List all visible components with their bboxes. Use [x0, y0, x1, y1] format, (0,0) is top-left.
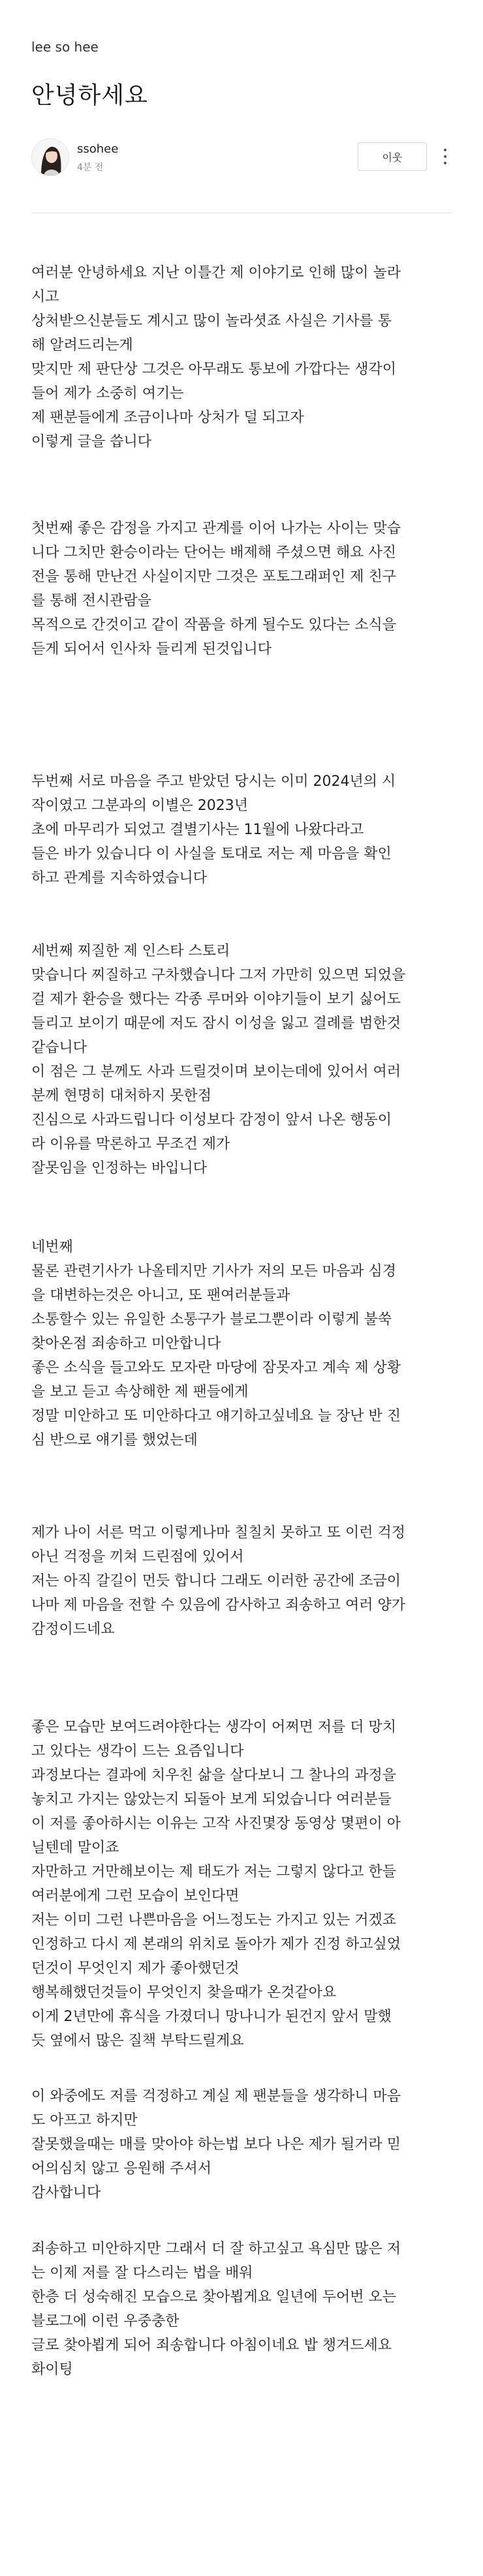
paragraph-line: 여러분에게 그런 모습이 보인다면 [31, 1888, 240, 1904]
paragraph-line: 나마 제 마음을 전할 수 있음에 감사하고 죄송하고 여러 양가 [31, 1597, 405, 1613]
paragraph-line: 초에 마무리가 되었고 결별기사는 11월에 나왔다라고 [31, 822, 364, 838]
author-row [31, 138, 452, 177]
paragraph-line: 제 팬분들에게 조금이나마 상처가 덜 되고자 [31, 410, 304, 426]
paragraph-line: 블로그에 이런 우중충한 [31, 2313, 179, 2329]
paragraph-line: 듣게 되어서 인사차 들리게 된것입니다 [31, 641, 272, 657]
avatar-image-icon [32, 139, 69, 175]
paragraph-line: 심 반으로 얘기를 했었는데 [31, 1432, 198, 1448]
paragraph-line: 정말 미안하고 또 미안하다고 얘기하고싶네요 늘 장난 반 진 [31, 1408, 401, 1424]
paragraph-line: 진심으로 사과드립니다 이성보다 감정이 앞서 나온 행동이 [31, 1112, 392, 1128]
paragraph-line: 니다 그치만 환승이라는 단어는 배제해 주셨으면 해요 사진 [31, 545, 397, 561]
paragraph-line: 어의심치 않고 응원해 주셔서 [31, 2161, 212, 2177]
paragraph-line: 듯 옆에서 많은 질책 부탁드릴게요 [31, 2033, 244, 2049]
add-neighbor-button[interactable]: 이웃 [358, 142, 427, 171]
paragraph-line: 던것이 무엇인지 제가 좋아했던것 [31, 1960, 240, 1977]
paragraph-line: 맞지만 제 판단상 그것은 아무래도 통보에 가깝다는 생각이 [31, 361, 397, 378]
paragraph-line: 세번째 찌질한 제 인스타 스토리 [31, 943, 230, 959]
paragraph [31, 1235, 456, 1452]
paragraph-line: 화이팅 [31, 2361, 73, 2378]
paragraph-line: 소통할수 있는 유일한 소통구가 블로그뿐이라 이렇게 불쑥 [31, 1311, 392, 1328]
paragraph-line: 글로 찾아뵙게 되어 죄송합니다 아침이네요 밥 챙겨드세요 [31, 2337, 392, 2354]
paragraph-line: 놓치고 가지는 않았는지 되돌아 보게 되었습니다 여러분들 [31, 1791, 392, 1808]
paragraph [31, 261, 456, 454]
paragraph-line: 를 통해 전시관람을 [31, 593, 152, 609]
paragraph-line: 라 이유를 막론하고 무조건 제가 [31, 1136, 230, 1152]
paragraph-line: 상처받으신분들도 계시고 많이 놀라셧죠 사실은 기사를 통 [31, 313, 392, 329]
paragraph-line: 맞습니다 찌질하고 구차했습니다 그저 가만히 있으면 되었을 [31, 967, 406, 983]
paragraph-line: 두번째 서로 마음을 주고 받았던 당시는 이미 2024년의 시 [31, 773, 396, 790]
paragraph-line: 는 이제 저를 잘 다스리는 법을 배워 [31, 2265, 253, 2281]
paragraph-line: 들은 바가 있습니다 이 사실을 토대로 저는 제 마음을 확인 [31, 846, 392, 862]
paragraph-line: 이렇게 글을 씁니다 [31, 434, 152, 450]
paragraph-line: 인정하고 다시 제 본래의 위치로 돌아가 제가 진정 하고싶었 [31, 1936, 401, 1953]
paragraph-line: 좋은 모습만 보여드려야한다는 생각이 어쩌면 저를 더 망치 [31, 1719, 397, 1735]
paragraph-line: 들어 제가 소중히 여기는 [31, 385, 184, 402]
paragraph-line: 들리고 보이기 때문에 저도 잠시 이성을 잃고 결례를 범한것 [31, 1015, 401, 1032]
paragraph-line: 저는 이미 그런 나쁜마음을 어느정도는 가지고 있는 거겠죠 [31, 1912, 397, 1928]
post-time: 4분 전 [77, 162, 104, 173]
paragraph-line: 도 아프고 하지만 [31, 2112, 138, 2129]
paragraph-line: 이게 2년만에 휴식을 가졌더니 망나니가 된건지 앞서 말했 [31, 2009, 392, 2025]
paragraph-line: 물론 관련기사가 나올테지만 기사가 저의 모든 마음과 심경 [31, 1263, 397, 1280]
paragraph-line: 첫번째 좋은 감정을 가지고 관계를 이어 나가는 사이는 맞습 [31, 520, 401, 537]
paragraph-line: 목적으로 간것이고 같이 작품을 하게 될수도 있다는 소식을 [31, 617, 397, 633]
paragraph-line: 과정보다는 결과에 치우친 삶을 살다보니 그 찰나의 과정을 [31, 1767, 397, 1784]
paragraph-line: 행복해했던것들이 무엇인지 찾을때가 온것같아요 [31, 1984, 337, 2001]
paragraph [31, 1715, 456, 2053]
paragraph-line: 제가 나이 서른 먹고 이렇게나마 칠칠치 못하고 또 이런 걱정 [31, 1525, 405, 1541]
paragraph-line: 한층 더 성숙해진 모습으로 찾아뵙게요 일년에 두어번 오는 [31, 2289, 397, 2305]
paragraph-line: 이 와중에도 저를 걱정하고 계실 제 팬분들을 생각하니 마음 [31, 2088, 401, 2104]
paragraph-line: 을 대변하는것은 아니고, 또 팬여러분들과 [31, 1287, 290, 1304]
paragraph [31, 939, 456, 1180]
paragraph-line: 걸 제가 환승을 했다는 각종 루머와 이야기들이 보기 싫어도 [31, 991, 401, 1008]
paragraph-line: 저는 아직 갈길이 먼듯 합니다 그래도 이러한 공간에 조금이 [31, 1573, 401, 1589]
paragraph-line: 자만하고 거만해보이는 제 태도가 저는 그렇지 않다고 한들 [31, 1864, 397, 1880]
paragraph-line: 잘못했을때는 매를 맞아야 하는법 보다 나은 제가 될거라 믿 [31, 2136, 401, 2153]
paragraph-line: 이 점은 그 분께도 사과 드릴것이며 보이는데에 있어서 여러 [31, 1064, 401, 1080]
paragraph-line: 감사합니다 [31, 2185, 101, 2201]
paragraph-line: 시고 [31, 289, 59, 305]
paragraph-line: 닐텐데 말이죠 [31, 1840, 119, 1856]
blog-name[interactable]: lee so hee [31, 39, 99, 55]
paragraph [31, 770, 456, 890]
paragraph-line: 같습니다 [31, 1040, 87, 1056]
more-options-icon[interactable] [439, 145, 452, 168]
avatar[interactable] [31, 138, 69, 176]
paragraph-line: 잘못임을 인정하는 바입니다 [31, 1160, 208, 1176]
paragraph-line: 이 저를 좋아하시는 이유는 고작 사진몇장 동영상 몇편이 아 [31, 1816, 401, 1832]
post-title: 안녕하세요 [31, 82, 148, 109]
paragraph-line: 네번째 [31, 1239, 73, 1255]
paragraph-line: 하고 관계를 지속하였습니다 [31, 870, 208, 886]
paragraph [31, 2084, 456, 2205]
paragraph [31, 517, 456, 661]
paragraph [31, 1521, 456, 1641]
paragraph-line: 감정이드네요 [31, 1621, 115, 1638]
paragraph-line: 작이였고 그분과의 이별은 2023년 [31, 798, 248, 814]
paragraph-line: 분께 현명히 대처하지 못한점 [31, 1088, 212, 1104]
paragraph-line: 고 있다는 생각이 드는 요즘입니다 [31, 1743, 244, 1760]
paragraph-line: 좋은 소식을 들고와도 모자란 마당에 잠못자고 계속 제 상황 [31, 1360, 401, 1376]
author-name[interactable]: ssohee [77, 142, 119, 156]
paragraph [31, 2237, 456, 2382]
paragraph-line: 을 보고 듣고 속상해한 제 팬들에게 [31, 1384, 249, 1400]
paragraph-line: 여러분 안녕하세요 지난 이틀간 제 이야기로 인해 많이 놀라 [31, 265, 401, 281]
paragraph-line: 전을 통해 만난건 사실이지만 그것은 포토그래퍼인 제 친구 [31, 569, 397, 585]
paragraph-line: 해 알려드리는게 [31, 337, 133, 353]
paragraph-line: 찾아온점 죄송하고 미안합니다 [31, 1336, 221, 1352]
paragraph-line: 아닌 걱정을 끼쳐 드린점에 있어서 [31, 1549, 244, 1565]
paragraph-line: 죄송하고 미안하지만 그래서 더 잘 하고싶고 욕심만 많은 저 [31, 2241, 401, 2257]
